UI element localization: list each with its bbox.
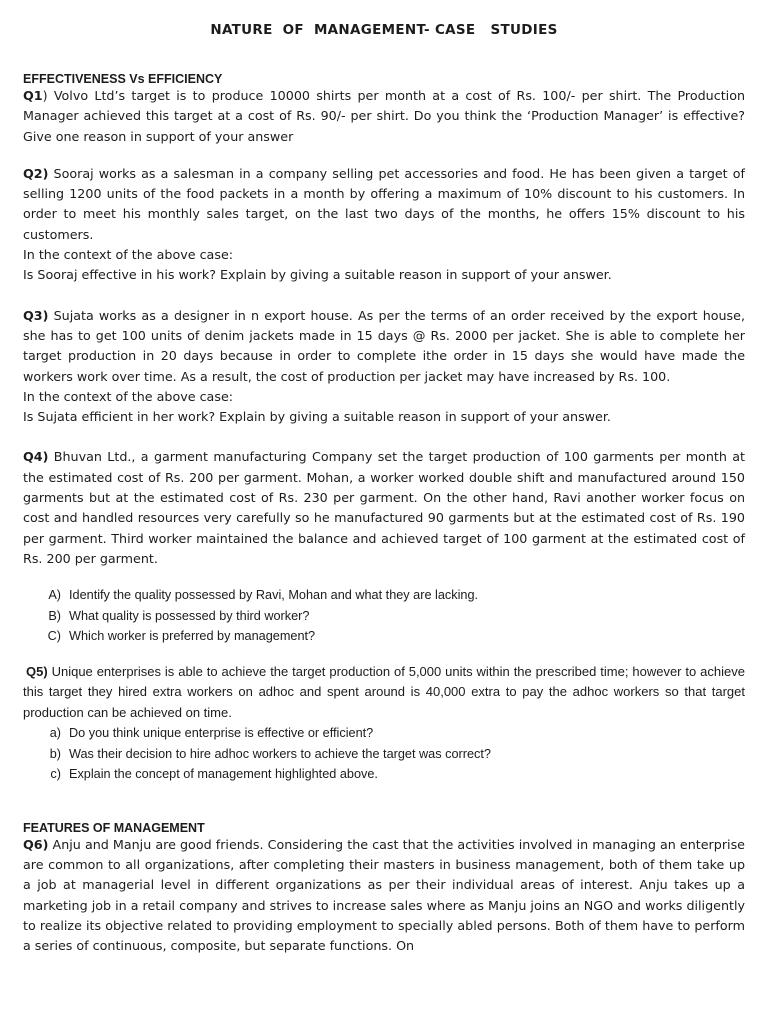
list-marker: A) xyxy=(48,588,61,603)
question-5-subparts xyxy=(23,723,745,785)
question-label: Q2) xyxy=(23,165,49,181)
question-prompt: Is Sooraj effective in his work? Explain by giving a suitable reason in support of your answer. xyxy=(23,267,612,283)
question-text: Bhuvan Ltd., a garment manufacturing Company set the target production of 100 garments per month at the estimated cost of Rs. 200 per garment. Mohan, a worker worked double shift and manufactured around 150 garments but at the estimated cost of Rs. 230 per garment. On the other hand, Ravi another worker focus on cost and handled resources very carefully so he manufactured 90 garments but at the estimated cost of Rs. 190 per garment. Third worker maintained the balance and achieved target of 100 garment at the estimated cost of Rs. 200 per garment. xyxy=(23,449,745,566)
section-heading-features: FEATURES OF MANAGEMENT xyxy=(23,820,205,835)
question-label: Q6) xyxy=(23,836,49,852)
spacer xyxy=(23,569,745,585)
list-item xyxy=(39,606,745,627)
question-context: In the context of the above case: xyxy=(23,247,234,263)
list-item-text: What quality is possessed by third worker? xyxy=(69,608,310,623)
list-item-text: Explain the concept of management highlighted above. xyxy=(69,767,378,782)
list-marker: B) xyxy=(48,608,61,623)
question-label: Q1 xyxy=(23,88,43,103)
question-2 xyxy=(23,164,745,245)
question-text: Sooraj works as a salesman in a company selling pet accessories and food. He has been given a target of selling 1200 units of the food packets in a month by offering a maximum of 10% discount to his customers. In order to meet his monthly sales target, on the last two days of the months, he offers 15% discount to his customers. xyxy=(23,165,745,242)
question-label: Q5) xyxy=(26,663,48,679)
question-4-subparts xyxy=(23,585,745,647)
question-text: Anju and Manju are good friends. Considering the cast that the activities involved in managing an enterprise are common to all organizations, after completing their masters in business management, both of them take up a job at managerial level in different organizations as per their individual areas of interest. Anju takes up a marketing job in a retail company and strives to increase sales where as Manju joins an NGO and works diligently to realize its objective related to providing employment to specially abled persons. Both of them have to perform a series of continuous, composite, but separate functions. On xyxy=(23,836,745,954)
spacer xyxy=(23,427,745,447)
list-item xyxy=(39,626,745,647)
question-prompt: Is Sujata efficient in her work? Explain by giving a suitable reason in support of your answer. xyxy=(23,409,611,425)
list-item-text: Identify the quality possessed by Ravi, Mohan and what they are lacking. xyxy=(69,588,479,603)
list-item-text: Which worker is preferred by management? xyxy=(69,629,316,644)
question-5 xyxy=(23,662,745,724)
question-context: In the context of the above case: xyxy=(23,388,234,404)
question-6 xyxy=(23,835,745,957)
question-text: Unique enterprises is able to achieve the target production of 5,000 units within the prescribed time; however to achieve this target they hired extra workers on adhoc and spent around is 40,000 extra to pay the adhoc workers so that target production can be achieved on time. xyxy=(23,663,745,720)
spacer xyxy=(23,38,745,72)
page-title: NATURE OF MANAGEMENT- CASE STUDIES xyxy=(210,22,558,38)
list-item-text: Was their decision to hire adhoc workers to achieve the target was correct? xyxy=(69,746,491,761)
question-text: Sujata works as a designer in n export house. As per the terms of an order received by the export house, she has to get 100 units of denim jackets made in 15 days @ Rs. 2000 per jacket. She is able to complete her target production in 20 days because in order to complete ithe order in 15 days she would have made the workers work over time. As a result, the cost of production per jacket may have increased by Rs. 100. xyxy=(23,307,745,384)
section-heading-effectiveness: EFFECTIVENESS Vs EFFICIENCY xyxy=(23,72,223,86)
spacer xyxy=(23,785,745,821)
question-1 xyxy=(23,86,745,147)
question-label: Q3) xyxy=(23,307,49,323)
question-text: ) Volvo Ltd’s target is to produce 10000 shirts per month at a cost of Rs. 100/- per shirt. The Production Manager achieved this target at a cost of Rs. 90/- per shirt. Do you think the ‘Production Manager’ is effective? Give one reason in support of your answer xyxy=(23,88,745,144)
list-item xyxy=(39,723,745,744)
list-item-text: Do you think unique enterprise is effective or efficient? xyxy=(69,726,374,741)
spacer xyxy=(23,147,745,164)
question-4 xyxy=(23,447,745,569)
list-marker: C) xyxy=(47,629,61,644)
list-marker: b) xyxy=(49,746,61,761)
list-item xyxy=(39,744,745,765)
list-marker: a) xyxy=(49,726,61,741)
spacer xyxy=(23,647,745,662)
question-label: Q4) xyxy=(23,449,49,465)
spacer xyxy=(23,286,745,306)
question-3 xyxy=(23,306,745,387)
list-marker: c) xyxy=(50,767,61,782)
list-item xyxy=(39,764,745,785)
list-item xyxy=(39,585,745,606)
